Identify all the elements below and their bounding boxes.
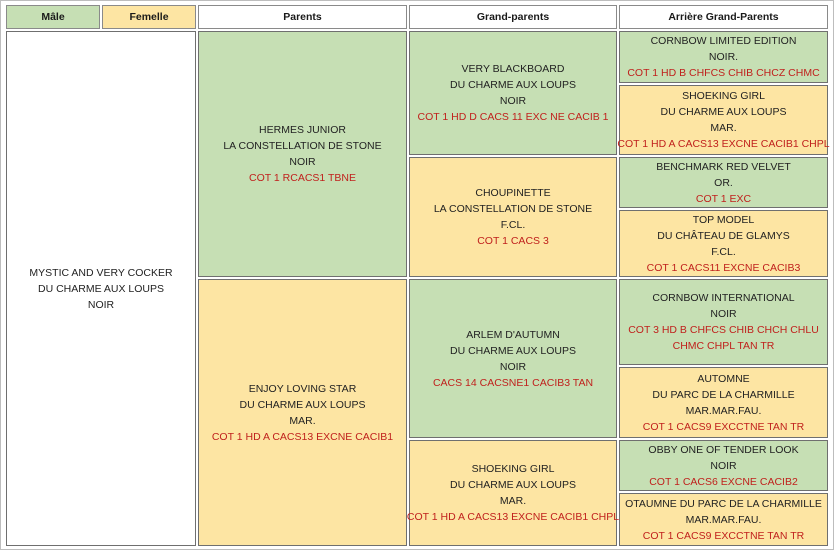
great-grandparent-line: CORNBOW LIMITED EDITION [650, 35, 797, 47]
grandparent-titles: COT 1 HD A CACS13 EXCNE CACIB1 CHPL [406, 511, 620, 523]
great-grandparent-cell [619, 31, 828, 83]
grandparent-color: NOIR [499, 360, 527, 373]
great-grandparent-titles: COT 1 CACS9 EXCCTNE TAN TR [642, 420, 805, 433]
parent-titles: COT 1 HD A CACS13 EXCNE CACIB1 [211, 430, 394, 443]
parent-color: MAR. [289, 414, 316, 427]
grandparent-name: SHOEKING GIRL [471, 463, 555, 475]
legend-female: Femelle [102, 5, 196, 29]
great-grandparent-line: DU CHARME AUX LOUPS [660, 106, 787, 118]
parent-name: HERMES JUNIOR [259, 124, 346, 136]
great-grandparent-titles: COT 1 CACS11 EXCNE CACIB3 [646, 261, 801, 274]
grandparent-kennel: LA CONSTELLATION DE STONE [433, 203, 593, 215]
grandparent-titles: COT 1 CACS 3 [477, 235, 549, 247]
great-grandparent-line: NOIR. [708, 51, 739, 63]
column-header-grandparents: Grand-parents [409, 5, 617, 29]
grandparent-cell [409, 31, 617, 155]
great-grandparent-titles: COT 1 CACS9 EXCCTNE TAN TR [642, 529, 805, 542]
great-grandparent-line: OTAUMNE DU PARC DE LA CHARMILLE [625, 497, 822, 510]
parent-color: NOIR [289, 156, 316, 168]
grandparent-name: CHOUPINETTE [475, 187, 551, 199]
parent-kennel: DU CHARME AUX LOUPS [239, 398, 366, 411]
great-grandparent-line: DU PARC DE LA CHARMILLE [652, 388, 795, 401]
parent-titles: COT 1 RCACS1 TBNE [249, 172, 356, 184]
great-grandparent-line: MAR.MAR.FAU. [685, 404, 762, 417]
grandparent-cell [409, 279, 617, 438]
grandparent-color: MAR. [499, 495, 527, 507]
great-grandparent-cell [619, 279, 828, 365]
grandparent-kennel: DU CHARME AUX LOUPS [449, 479, 577, 491]
subject-cell [6, 31, 196, 546]
great-grandparent-line: OR. [714, 176, 733, 189]
great-grandparent-cell [619, 367, 828, 438]
great-grandparent-line: NOIR [710, 308, 737, 320]
great-grandparent-titles: COT 1 CACS6 EXCNE CACIB2 [649, 475, 798, 488]
great-grandparent-titles: COT 3 HD B CHFCS CHIB CHCH CHLU [628, 324, 819, 336]
great-grandparent-line: BENCHMARK RED VELVET [656, 160, 791, 173]
great-grandparent-cell [619, 157, 828, 208]
great-grandparent-line: MAR. [710, 122, 737, 134]
parent-kennel: LA CONSTELLATION DE STONE [223, 140, 382, 152]
grandparent-color: F.CL. [500, 219, 526, 231]
great-grandparent-titles: COT 1 HD B CHFCS CHIB CHCZ CHMC [627, 67, 820, 79]
grandparent-cell [406, 440, 620, 546]
grandparent-name: ARLEM D'AUTUMN [466, 328, 560, 341]
great-grandparent-titles: COT 1 EXC [695, 192, 752, 205]
grandparent-name: VERY BLACKBOARD [461, 63, 565, 75]
grandparent-kennel: DU CHARME AUX LOUPS [449, 79, 577, 91]
great-grandparent-line: SHOEKING GIRL [682, 90, 765, 102]
subject-name: MYSTIC AND VERY COCKER [29, 266, 173, 279]
subject-kennel: DU CHARME AUX LOUPS [37, 282, 165, 295]
parent-dam-cell [198, 279, 407, 546]
great-grandparent-cell [619, 493, 828, 546]
great-grandparent-line: TOP MODEL [692, 213, 755, 226]
legend-male: Mâle [6, 5, 100, 29]
great-grandparent-line: NOIR [710, 459, 737, 472]
parent-name: ENJOY LOVING STAR [248, 382, 357, 395]
column-header-parents: Parents [198, 5, 407, 29]
grandparent-cell [409, 157, 617, 277]
great-grandparent-line: DU CHÂTEAU DE GLAMYS [657, 229, 790, 242]
grandparent-titles: COT 1 HD D CACS 11 EXC NE CACIB 1 [417, 111, 609, 123]
great-grandparent-titles: COT 1 HD A CACS13 EXCNE CACIB1 CHPL [617, 138, 830, 150]
great-grandparent-cell [619, 440, 828, 491]
grandparent-kennel: DU CHARME AUX LOUPS [449, 344, 577, 357]
subject-color: NOIR [87, 298, 115, 311]
grandparent-color: NOIR [499, 95, 527, 107]
great-grandparent-line: CORNBOW INTERNATIONAL [652, 292, 795, 304]
great-grandparent-line: F.CL. [711, 245, 736, 258]
great-grandparent-cell [619, 210, 828, 277]
great-grandparent-cell [619, 85, 828, 155]
great-grandparent-line: MAR.MAR.FAU. [685, 513, 762, 526]
grandparent-titles: CACS 14 CACSNE1 CACIB3 TAN [432, 376, 594, 389]
great-grandparent-titles: CHMC CHPL TAN TR [672, 340, 775, 352]
column-header-great-grandparents: Arrière Grand-Parents [619, 5, 828, 29]
great-grandparent-line: OBBY ONE OF TENDER LOOK [648, 443, 799, 456]
parent-sire-cell [198, 31, 407, 277]
great-grandparent-line: AUTOMNE [697, 372, 750, 385]
